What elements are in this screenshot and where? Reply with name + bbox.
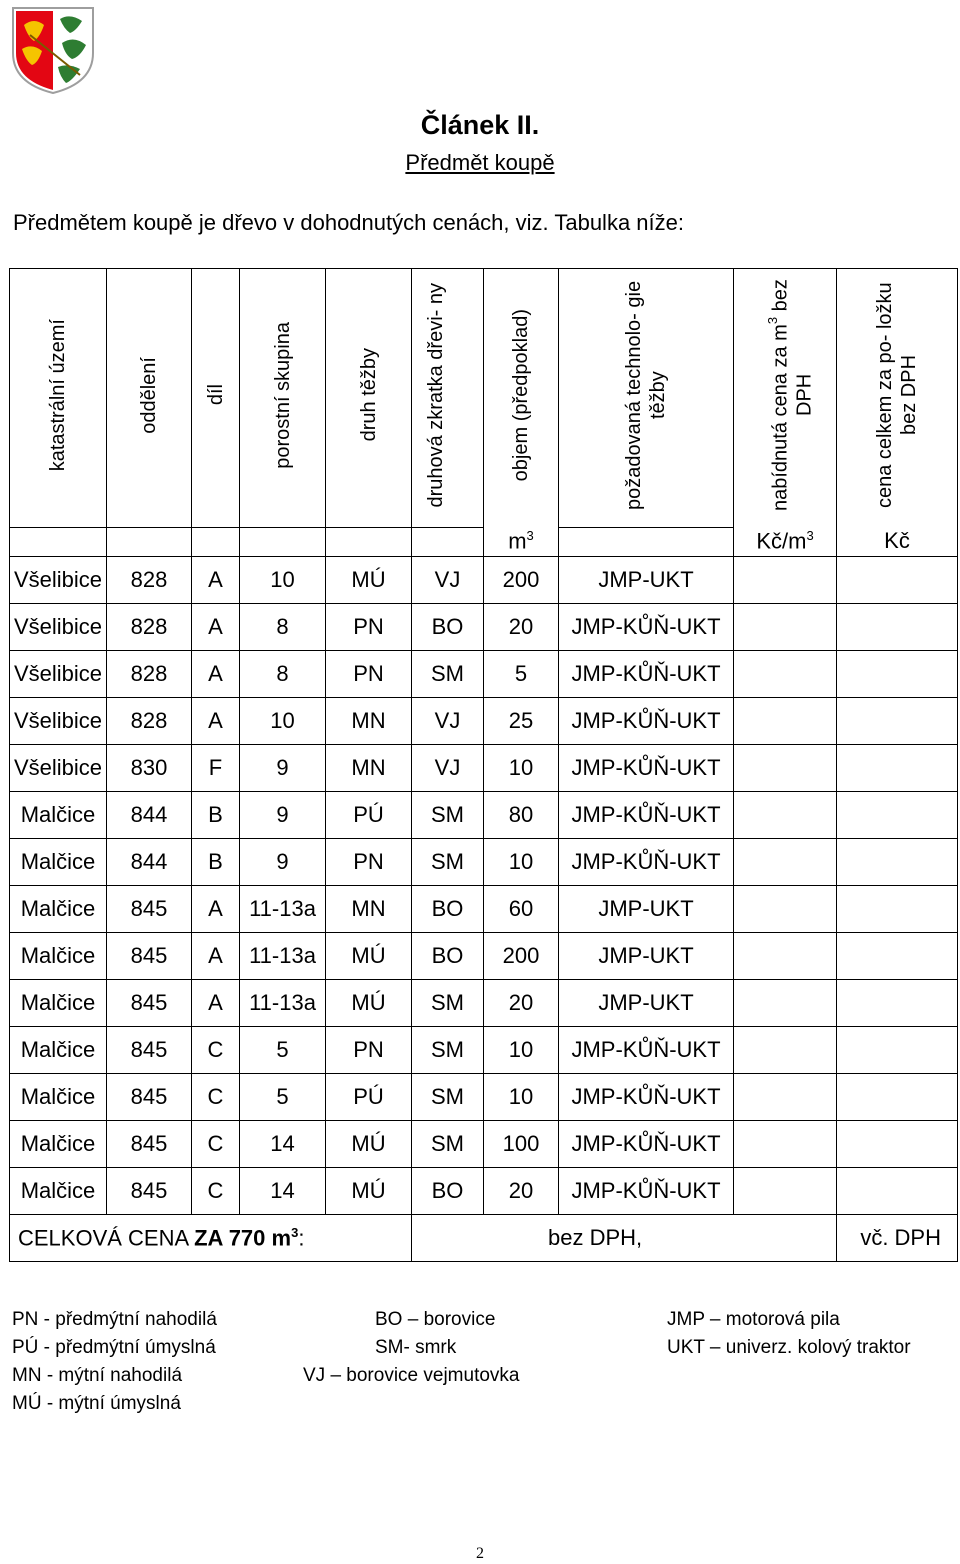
- header-cena-za-text: [761, 275, 816, 515]
- total-sup: 3: [291, 1224, 299, 1240]
- cell-cena-za[interactable]: [734, 1026, 837, 1073]
- cell-drevina: BO: [412, 1167, 484, 1214]
- unit-objem-sup: 3: [526, 527, 534, 543]
- cell-oddeleni: 828: [107, 556, 192, 603]
- legend-item: PÚ - předmýtní úmyslná: [12, 1337, 216, 1358]
- legend-col2: [303, 1306, 520, 1390]
- cell-technologie: JMP-KŮŇ-UKT: [559, 650, 734, 697]
- cell-technologie: JMP-KŮŇ-UKT: [559, 1167, 734, 1214]
- cell-cena-za[interactable]: [734, 979, 837, 1026]
- cell-oddeleni: 845: [107, 1120, 192, 1167]
- header-technologie: [559, 269, 734, 528]
- cell-cena-za[interactable]: [734, 556, 837, 603]
- header-porost-text: porostní skupina: [271, 321, 294, 469]
- cell-technologie: JMP-UKT: [559, 932, 734, 979]
- cell-cena-celkem[interactable]: [837, 885, 958, 932]
- cell-cena-za[interactable]: [734, 1073, 837, 1120]
- cell-porost: 10: [240, 697, 326, 744]
- cell-cena-za[interactable]: [734, 1120, 837, 1167]
- cell-katastr: Všelibice: [10, 603, 107, 650]
- table-row: [10, 979, 958, 1026]
- header-dil-text: díl: [204, 384, 227, 406]
- header-technologie-text: požadovaná technolo- gie těžby: [623, 280, 669, 510]
- cell-dil: B: [192, 838, 240, 885]
- cell-porost: 5: [240, 1073, 326, 1120]
- cell-porost: 11-13a: [240, 979, 326, 1026]
- cell-cena-celkem[interactable]: [837, 556, 958, 603]
- cell-drevina: SM: [412, 979, 484, 1026]
- cell-cena-celkem[interactable]: [837, 932, 958, 979]
- cell-cena-celkem[interactable]: [837, 744, 958, 791]
- cell-druh: MÚ: [326, 1167, 412, 1214]
- header-oddeleni-text: oddělení: [138, 356, 160, 434]
- cell-drevina: BO: [412, 932, 484, 979]
- cell-drevina: BO: [412, 603, 484, 650]
- cell-objem: 60: [484, 885, 559, 932]
- cell-porost: 14: [240, 1120, 326, 1167]
- cell-katastr: Všelibice: [10, 697, 107, 744]
- cell-cena-celkem[interactable]: [837, 791, 958, 838]
- cell-katastr: Všelibice: [10, 650, 107, 697]
- total-prefix: CELKOVÁ CENA: [18, 1224, 195, 1250]
- legend-col3: [667, 1306, 911, 1362]
- cell-objem: 20: [484, 979, 559, 1026]
- cell-druh: MÚ: [326, 979, 412, 1026]
- cell-technologie: JMP-KŮŇ-UKT: [559, 838, 734, 885]
- cell-druh: PÚ: [326, 791, 412, 838]
- cell-oddeleni: 845: [107, 979, 192, 1026]
- cell-cena-za[interactable]: [734, 791, 837, 838]
- unit-objem-text: m: [508, 527, 527, 553]
- cell-druh: MÚ: [326, 556, 412, 603]
- cell-porost: 8: [240, 603, 326, 650]
- table-row: [10, 885, 958, 932]
- legend-item: PN - předmýtní nahodilá: [12, 1309, 217, 1330]
- table-row: [10, 603, 958, 650]
- unit-objem: [484, 528, 559, 557]
- legend-item: UKT – univerz. kolový traktor: [667, 1337, 911, 1358]
- cell-cena-za[interactable]: [734, 744, 837, 791]
- timber-price-table: [9, 268, 958, 1262]
- cell-drevina: SM: [412, 1120, 484, 1167]
- cell-dil: F: [192, 744, 240, 791]
- cell-cena-celkem[interactable]: [837, 1167, 958, 1214]
- cell-objem: 200: [484, 556, 559, 603]
- cell-objem: 25: [484, 697, 559, 744]
- cell-druh: MÚ: [326, 932, 412, 979]
- total-suffix: :: [298, 1224, 305, 1250]
- cell-porost: 10: [240, 556, 326, 603]
- header-katastr-text: katastrální území: [47, 318, 69, 472]
- header-drevina-text: druhová zkratka dřevi- ny: [424, 282, 447, 508]
- unit-cena-za-sup: 3: [806, 527, 814, 543]
- header-objem-text: objem (předpoklad): [510, 309, 532, 482]
- cell-drevina: VJ: [412, 556, 484, 603]
- table-row: [10, 838, 958, 885]
- cell-cena-za[interactable]: [734, 885, 837, 932]
- header-dil: [192, 269, 240, 528]
- table-row: [10, 1026, 958, 1073]
- cell-porost: 9: [240, 744, 326, 791]
- cell-oddeleni: 830: [107, 744, 192, 791]
- header-cena-za-line2: bez DPH: [769, 279, 816, 417]
- cell-dil: A: [192, 556, 240, 603]
- cell-technologie: JMP-UKT: [559, 885, 734, 932]
- unit-cena-celkem: Kč: [837, 528, 958, 557]
- cell-oddeleni: 845: [107, 1026, 192, 1073]
- cell-cena-celkem[interactable]: [837, 1120, 958, 1167]
- cell-druh: MÚ: [326, 1120, 412, 1167]
- table-row: [10, 791, 958, 838]
- total-label: [10, 1214, 412, 1261]
- intro-paragraph: Předmětem koupě je dřevo v dohodnutých cenách, viz. Tabulka níže:: [13, 210, 684, 235]
- cell-cena-za[interactable]: [734, 838, 837, 885]
- table-body: [10, 556, 958, 1214]
- cell-dil: C: [192, 1120, 240, 1167]
- cell-porost: 9: [240, 838, 326, 885]
- subtitle-text: Předmět koupě: [405, 150, 555, 175]
- header-porost: [240, 269, 326, 528]
- header-druh-text: druh těžby: [357, 348, 380, 442]
- cell-drevina: SM: [412, 838, 484, 885]
- cell-drevina: SM: [412, 791, 484, 838]
- table-row: [10, 1167, 958, 1214]
- cell-dil: C: [192, 1167, 240, 1214]
- cell-druh: PN: [326, 838, 412, 885]
- cell-dil: A: [192, 932, 240, 979]
- total-bez-dph: bez DPH,: [412, 1214, 837, 1261]
- cell-dil: C: [192, 1073, 240, 1120]
- cell-objem: 10: [484, 1073, 559, 1120]
- article-title: Článek II.: [420, 110, 540, 140]
- cell-katastr: Všelibice: [10, 744, 107, 791]
- cell-oddeleni: 844: [107, 791, 192, 838]
- cell-objem: 20: [484, 603, 559, 650]
- header-cena-celkem: [837, 269, 958, 528]
- cell-katastr: Malčice: [10, 932, 107, 979]
- cell-porost: 8: [240, 650, 326, 697]
- cell-katastr: Malčice: [10, 979, 107, 1026]
- cell-katastr: Malčice: [10, 838, 107, 885]
- page-number: 2: [476, 1545, 484, 1562]
- table-row: [10, 697, 958, 744]
- header-oddeleni: [107, 269, 192, 528]
- cell-dil: A: [192, 885, 240, 932]
- cell-katastr: Malčice: [10, 791, 107, 838]
- cell-objem: 200: [484, 932, 559, 979]
- table-row: [10, 1120, 958, 1167]
- table-row: [10, 744, 958, 791]
- cell-katastr: Malčice: [10, 1073, 107, 1120]
- cell-technologie: JMP-KŮŇ-UKT: [559, 791, 734, 838]
- cell-technologie: JMP-KŮŇ-UKT: [559, 1026, 734, 1073]
- cell-cena-za[interactable]: [734, 932, 837, 979]
- header-cena-za-m: m: [769, 324, 792, 342]
- cell-dil: A: [192, 979, 240, 1026]
- table-row: [10, 932, 958, 979]
- cell-katastr: Malčice: [10, 1167, 107, 1214]
- legend-item: BO – borovice: [375, 1309, 496, 1330]
- unit-cena-za-text: Kč/m: [756, 527, 807, 553]
- cell-objem: 10: [484, 838, 559, 885]
- cell-oddeleni: 845: [107, 885, 192, 932]
- cell-technologie: JMP-KŮŇ-UKT: [559, 1073, 734, 1120]
- cell-objem: 10: [484, 1026, 559, 1073]
- legend-item: JMP – motorová pila: [667, 1309, 840, 1330]
- cell-objem: 20: [484, 1167, 559, 1214]
- cell-oddeleni: 828: [107, 603, 192, 650]
- cell-porost: 9: [240, 791, 326, 838]
- cell-cena-celkem[interactable]: [837, 838, 958, 885]
- cell-cena-za[interactable]: [734, 1167, 837, 1214]
- cell-dil: B: [192, 791, 240, 838]
- cell-cena-za[interactable]: [734, 697, 837, 744]
- cell-druh: PÚ: [326, 1073, 412, 1120]
- cell-porost: 5: [240, 1026, 326, 1073]
- cell-druh: MN: [326, 697, 412, 744]
- cell-porost: 11-13a: [240, 885, 326, 932]
- total-bold: ZA 770 m: [194, 1224, 292, 1250]
- cell-cena-celkem[interactable]: [837, 697, 958, 744]
- cell-druh: PN: [326, 650, 412, 697]
- legend-col1: [12, 1306, 217, 1418]
- cell-drevina: VJ: [412, 744, 484, 791]
- cell-porost: 14: [240, 1167, 326, 1214]
- cell-technologie: JMP-UKT: [559, 979, 734, 1026]
- units-row: [10, 528, 958, 557]
- header-drevina: [412, 269, 484, 528]
- legend-item: MÚ - mýtní úmyslná: [12, 1393, 181, 1414]
- unit-cena-za: [734, 528, 837, 557]
- cell-objem: 100: [484, 1120, 559, 1167]
- cell-objem: 10: [484, 744, 559, 791]
- cell-oddeleni: 844: [107, 838, 192, 885]
- header-druh: [326, 269, 412, 528]
- cell-cena-celkem[interactable]: [837, 979, 958, 1026]
- cell-technologie: JMP-UKT: [559, 556, 734, 603]
- legend-item: SM- smrk: [375, 1337, 457, 1358]
- cell-cena-celkem[interactable]: [837, 1026, 958, 1073]
- header-cena-za: [734, 269, 837, 528]
- legend-item: MN - mýtní nahodilá: [12, 1365, 183, 1386]
- cell-cena-celkem[interactable]: [837, 1073, 958, 1120]
- cell-katastr: Malčice: [10, 1026, 107, 1073]
- cell-cena-celkem[interactable]: [837, 603, 958, 650]
- cell-cena-za[interactable]: [734, 650, 837, 697]
- table-row: [10, 556, 958, 603]
- cell-druh: PN: [326, 603, 412, 650]
- cell-katastr: Malčice: [10, 885, 107, 932]
- header-cena-za-sup: 3: [765, 317, 780, 325]
- table-row: [10, 650, 958, 697]
- cell-drevina: SM: [412, 650, 484, 697]
- coat-of-arms-emblem: [10, 5, 96, 95]
- cell-dil: A: [192, 603, 240, 650]
- cell-katastr: Malčice: [10, 1120, 107, 1167]
- cell-oddeleni: 828: [107, 650, 192, 697]
- cell-dil: A: [192, 650, 240, 697]
- cell-drevina: VJ: [412, 697, 484, 744]
- header-cena-za-line1: nabídnutá cena za: [769, 346, 792, 512]
- cell-oddeleni: 845: [107, 1073, 192, 1120]
- table-row: [10, 1073, 958, 1120]
- header-cena-celkem-text: cena celkem za po- ložku bez DPH: [874, 282, 920, 509]
- cell-objem: 80: [484, 791, 559, 838]
- cell-druh: MN: [326, 885, 412, 932]
- cell-porost: 11-13a: [240, 932, 326, 979]
- cell-drevina: BO: [412, 885, 484, 932]
- cell-dil: A: [192, 697, 240, 744]
- cell-drevina: SM: [412, 1026, 484, 1073]
- header-row: [10, 269, 958, 528]
- cell-oddeleni: 845: [107, 1167, 192, 1214]
- article-subtitle: [0, 150, 960, 176]
- cell-druh: PN: [326, 1026, 412, 1073]
- header-katastr: [10, 269, 107, 528]
- cell-objem: 5: [484, 650, 559, 697]
- cell-oddeleni: 845: [107, 932, 192, 979]
- cell-oddeleni: 828: [107, 697, 192, 744]
- total-vc-dph: vč. DPH: [837, 1214, 958, 1261]
- cell-technologie: JMP-KŮŇ-UKT: [559, 1120, 734, 1167]
- cell-cena-celkem[interactable]: [837, 650, 958, 697]
- legend-item: VJ – borovice vejmutovka: [303, 1365, 520, 1386]
- cell-drevina: SM: [412, 1073, 484, 1120]
- cell-technologie: JMP-KŮŇ-UKT: [559, 744, 734, 791]
- header-objem: [484, 269, 559, 528]
- cell-technologie: JMP-KŮŇ-UKT: [559, 603, 734, 650]
- cell-druh: MN: [326, 744, 412, 791]
- total-row: [10, 1214, 958, 1261]
- cell-cena-za[interactable]: [734, 603, 837, 650]
- cell-technologie: JMP-KŮŇ-UKT: [559, 697, 734, 744]
- cell-dil: C: [192, 1026, 240, 1073]
- cell-katastr: Všelibice: [10, 556, 107, 603]
